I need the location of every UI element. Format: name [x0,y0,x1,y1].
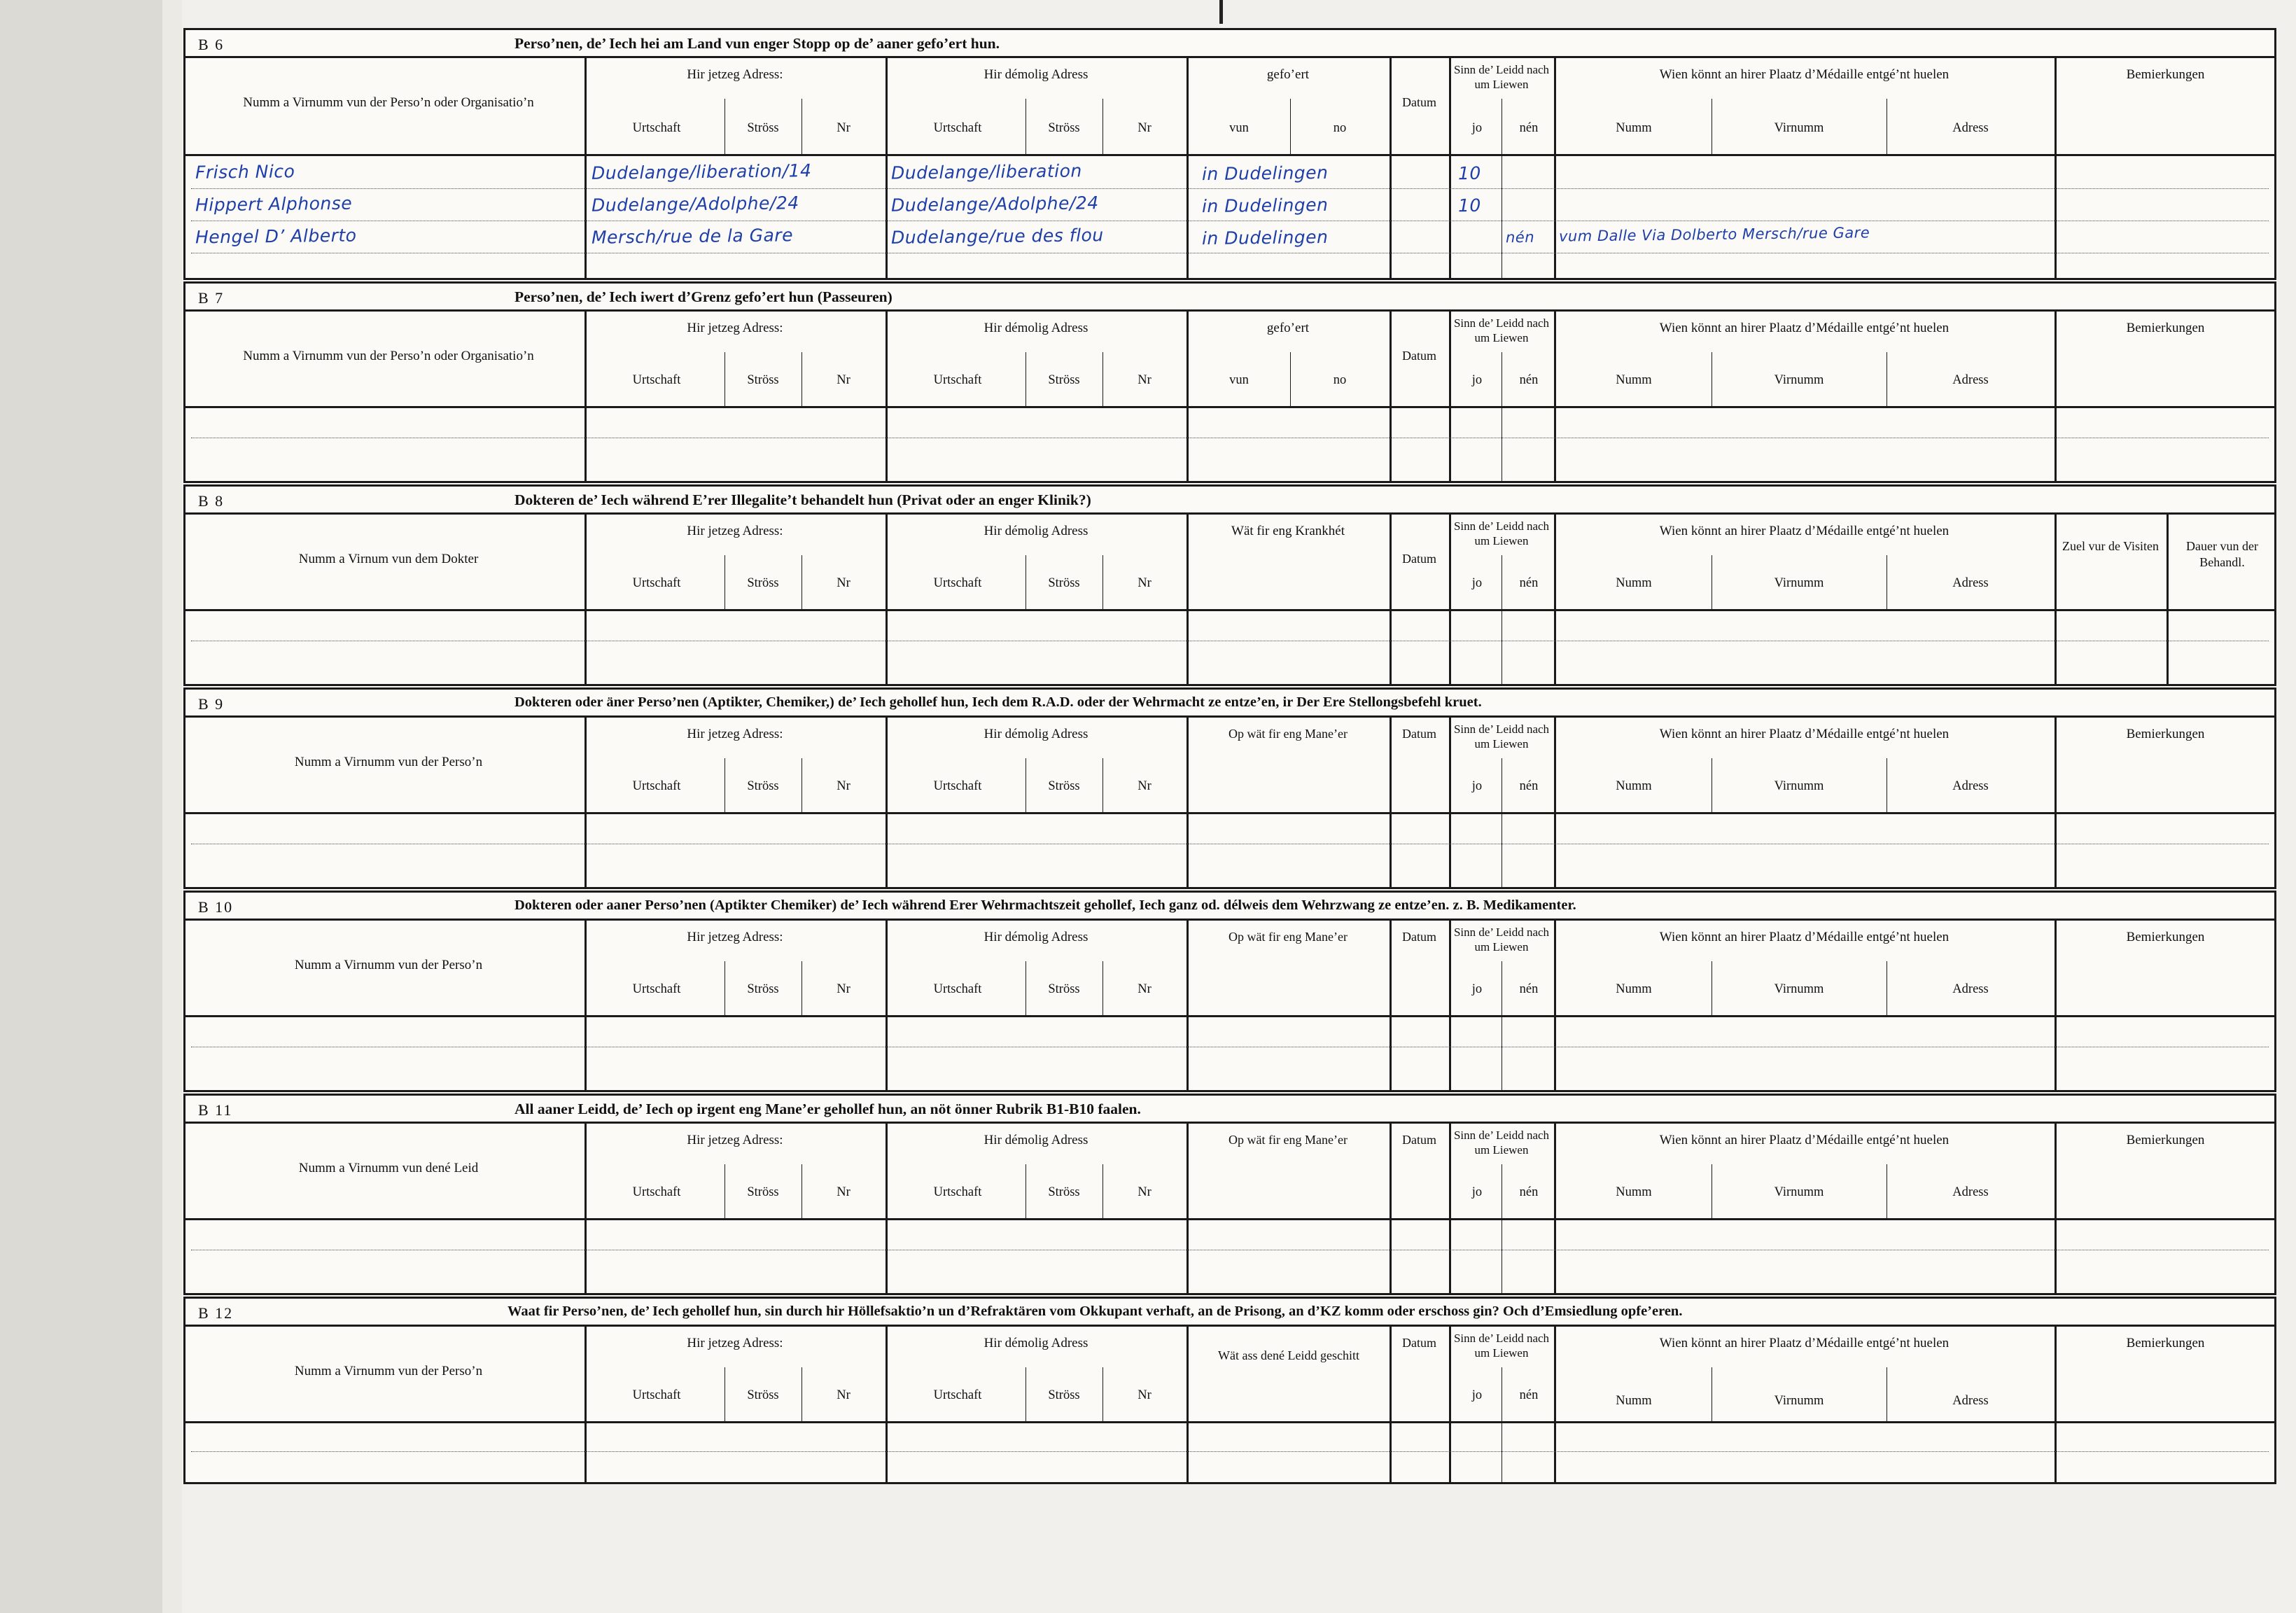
b6-sub-jo: jo [1471,121,1483,135]
b12-sub-numm: Numm [1616,1394,1652,1408]
b6-col6-label: Sinn de’ Leidd nach um Liewen [1453,63,1550,92]
b9-col7-label: Wien könnt an hirer Plaatz d’Médaille entgé’nt huelen [1659,727,1949,741]
b8-sub-urtschaft-1: Urtschaft [632,576,681,590]
b6-row1-name: Frisch Nico [195,161,295,183]
form-sheet [183,28,2276,1484]
b10-col6-label: Sinn de’ Leidd nach um Liewen [1453,926,1550,954]
b11-sub-urtschaft-1: Urtschaft [632,1185,681,1199]
b6-sub-nr-2: Nr [1138,121,1152,135]
b10-col7-label: Wien könnt an hirer Plaatz d’Médaille entgé’nt huelen [1659,930,1949,944]
b11-col6-label: Sinn de’ Leidd nach um Liewen [1453,1129,1550,1157]
b12-sub-nen: nén [1519,1388,1539,1402]
b6-col4-label: gefo’ert [1266,67,1310,82]
b8-col9-label: Dauer vun der Behandl. [2186,539,2258,569]
b10-sub-stross-2: Ströss [1048,982,1080,996]
b8-sub-nr-2: Nr [1138,576,1152,590]
section-b7-rows [186,408,2274,481]
b9-sub-nen: nén [1519,779,1539,793]
b7-col4-label: gefo’ert [1266,321,1310,335]
b12-sub-adress: Adress [1952,1394,1989,1408]
b9-sub-stross-2: Ströss [1048,779,1080,793]
b6-col7-label: Wien könnt an hirer Plaatz d’Médaille entgé’nt huelen [1659,67,1949,82]
section-b12 [183,1297,2276,1484]
section-b6-header [186,58,2274,156]
section-b12-titlebar [186,1299,2274,1327]
b8-col1-label: Numm a Virnum vun dem Dokter [298,552,479,566]
b9-sub-stross-1: Ströss [747,779,779,793]
b6-row3-transported: in Dudelingen [1201,226,1329,249]
b7-sub-adress: Adress [1952,373,1989,387]
section-b6-title: Perso’nen, de’ Iech hei am Land vun enger Stopp op de’ aaner gefo’ert hun. [514,35,1000,52]
b12-col6-label: Sinn de’ Leidd nach um Liewen [1453,1332,1550,1360]
section-b6-id: B 6 [198,36,225,53]
b6-sub-stross-1: Ströss [747,121,779,135]
b6-row2-former-address: Dudelange/Adolphe/24 [890,193,1099,216]
b6-col8-label: Bemierkungen [2126,67,2205,82]
b11-sub-virnumm: Virnumm [1774,1185,1824,1199]
b6-row1-current-address: Dudelange/liberation/14 [591,160,812,183]
b9-sub-nr-2: Nr [1138,779,1152,793]
section-b9-header [186,718,2274,814]
section-b12-rows [186,1423,2274,1482]
b6-row3-former-address: Dudelange/rue des flou [890,225,1104,248]
section-b11-title: All aaner Leidd, de’ Iech op irgent eng Mane’er gehollef hun, an nöt önner Rubrik B1-B10 faalen. [514,1101,1141,1117]
section-b8-header [186,515,2274,611]
b8-sub-stross-2: Ströss [1048,576,1080,590]
b8-col6-label: Sinn de’ Leidd nach um Liewen [1453,519,1550,548]
b6-row2-transported: in Dudelingen [1201,194,1329,217]
section-b10-header [186,921,2274,1017]
b10-col5-label: Datum [1402,930,1436,944]
b11-sub-urtschaft-2: Urtschaft [933,1185,982,1199]
b6-col2-label: Hir jetzeg Adress: [687,67,783,82]
b8-col4-label: Wät fir eng Krankhét [1231,524,1345,538]
b11-col1-label: Numm a Virnumm vun dené Leid [298,1161,479,1175]
b8-sub-stross-1: Ströss [747,576,779,590]
b9-sub-numm: Numm [1616,779,1652,793]
b12-col5-label: Datum [1402,1336,1436,1350]
b11-col5-label: Datum [1402,1133,1436,1147]
b12-sub-stross-2: Ströss [1048,1388,1080,1402]
b11-col4-label: Op wät fir eng Mane’er [1228,1133,1348,1147]
b8-sub-adress: Adress [1952,576,1989,590]
section-b11-id: B 11 [198,1101,233,1119]
b10-sub-nen: nén [1519,982,1539,996]
section-b12-header [186,1327,2274,1423]
b12-sub-urtschaft-1: Urtschaft [632,1388,681,1402]
b8-sub-nen: nén [1519,576,1539,590]
b11-col8-label: Bemierkungen [2126,1133,2205,1147]
b11-sub-stross-1: Ströss [747,1185,779,1199]
b10-col4-label: Op wät fir eng Mane’er [1228,930,1348,944]
section-b7-titlebar [186,284,2274,312]
b12-sub-nr-2: Nr [1138,1388,1152,1402]
b11-sub-nen: nén [1519,1185,1539,1199]
b12-col8-label: Bemierkungen [2126,1336,2205,1350]
b9-col3-label: Hir démolig Adress [983,727,1088,741]
b6-sub-no: no [1333,121,1347,135]
b7-sub-stross-1: Ströss [747,373,779,387]
b6-row1-date: 10 [1457,162,1481,184]
b7-sub-urtschaft-1: Urtschaft [632,373,681,387]
b6-sub-adress: Adress [1952,121,1989,135]
b6-sub-nr-1: Nr [836,121,850,135]
b11-sub-nr-2: Nr [1138,1185,1152,1199]
b9-col6-label: Sinn de’ Leidd nach um Liewen [1453,722,1550,751]
b11-col3-label: Hir démolig Adress [983,1133,1088,1147]
b9-sub-adress: Adress [1952,779,1989,793]
b7-col2-label: Hir jetzeg Adress: [687,321,783,335]
section-b8-titlebar [186,487,2274,515]
section-b10-titlebar [186,893,2274,921]
section-b7-title: Perso’nen, de’ Iech iwert d’Grenz gefo’ert hun (Passeuren) [514,288,892,305]
section-b10-title: Dokteren oder aaner Perso’nen (Aptikter Chemiker) de’ Iech während Erer Wehrmachtszeit gehollef, Iech ganz od. délweis dem Wehrzwang ze entze’en. z. B. Medikamenter. [514,898,1576,913]
section-b8-id: B 8 [198,492,225,510]
section-b9-rows [186,814,2274,887]
b10-sub-virnumm: Virnumm [1774,982,1824,996]
section-b6-rows [186,156,2274,278]
b8-col2-label: Hir jetzeg Adress: [687,524,783,538]
b6-sub-numm: Numm [1616,121,1652,135]
b10-col8-label: Bemierkungen [2126,930,2205,944]
b6-row2-date: 10 [1457,195,1481,216]
b9-sub-jo: jo [1471,779,1483,793]
registration-mark [1219,0,1223,24]
b12-col3-label: Hir démolig Adress [983,1336,1088,1350]
b8-sub-urtschaft-2: Urtschaft [933,576,982,590]
section-b12-id: B 12 [198,1304,234,1322]
section-b7-header [186,312,2274,408]
b6-sub-nen: nén [1519,121,1539,135]
b6-row1-transported: in Dudelingen [1201,162,1329,185]
scan-left-gutter [0,0,164,1613]
section-b10 [183,891,2276,1092]
b12-col1-label: Numm a Virnumm vun der Perso’n [294,1364,483,1378]
b10-col3-label: Hir démolig Adress [983,930,1088,944]
b9-col4-label: Op wät fir eng Mane’er [1228,727,1348,741]
b7-sub-nen: nén [1519,373,1539,387]
b6-row2-current-address: Dudelange/Adolphe/24 [591,193,799,216]
b7-col7-label: Wien könnt an hirer Plaatz d’Médaille entgé’nt huelen [1659,321,1949,335]
b7-col3-label: Hir démolig Adress [983,321,1088,335]
b8-col5-label: Datum [1402,552,1436,566]
b12-sub-stross-1: Ströss [747,1388,779,1402]
section-b11-header [186,1124,2274,1220]
b9-sub-urtschaft-2: Urtschaft [933,779,982,793]
b11-sub-stross-2: Ströss [1048,1185,1080,1199]
section-b8-title: Dokteren de’ Iech während E’rer Illegalite’t behandelt hun (Privat oder an enger Klinik?) [514,491,1091,508]
b6-row2-name: Hippert Alphonse [195,193,353,216]
b7-sub-virnumm: Virnumm [1774,373,1824,387]
b7-sub-no: no [1333,373,1347,387]
b8-sub-jo: jo [1471,576,1483,590]
b6-sub-urtschaft-1: Urtschaft [632,121,681,135]
b8-col8-label: Zuel vur de Visiten [2062,539,2160,553]
b6-row3-current-address: Mersch/rue de la Gare [591,225,794,248]
b8-col7-label: Wien könnt an hirer Plaatz d’Médaille entgé’nt huelen [1659,524,1949,538]
b6-sub-urtschaft-2: Urtschaft [933,121,982,135]
b6-row1-former-address: Dudelange/liberation [890,160,1082,183]
section-b11 [183,1094,2276,1295]
b6-row3-name: Hengel D’ Alberto [195,225,357,248]
b10-sub-numm: Numm [1616,982,1652,996]
b7-col6-label: Sinn de’ Leidd nach um Liewen [1453,316,1550,345]
b7-sub-nr-2: Nr [1138,373,1152,387]
b12-sub-nr-1: Nr [836,1388,850,1402]
section-b6 [183,28,2276,280]
b8-col3-label: Hir démolig Adress [983,524,1088,538]
b11-col7-label: Wien könnt an hirer Plaatz d’Médaille entgé’nt huelen [1659,1133,1949,1147]
b7-sub-urtschaft-2: Urtschaft [933,373,982,387]
b9-col1-label: Numm a Virnumm vun der Perso’n [294,755,483,769]
section-b10-id: B 10 [198,898,234,916]
section-b11-rows [186,1220,2274,1293]
b11-sub-numm: Numm [1616,1185,1652,1199]
b7-sub-numm: Numm [1616,373,1652,387]
b11-sub-nr-1: Nr [836,1185,850,1199]
b12-col2-label: Hir jetzeg Adress: [687,1336,783,1350]
b10-col1-label: Numm a Virnumm vun der Perso’n [294,958,483,972]
b11-sub-adress: Adress [1952,1185,1989,1199]
b7-sub-nr-1: Nr [836,373,850,387]
b8-sub-nr-1: Nr [836,576,850,590]
b9-sub-virnumm: Virnumm [1774,779,1824,793]
b7-col8-label: Bemierkungen [2126,321,2205,335]
section-b6-titlebar [186,30,2274,58]
b9-sub-nr-1: Nr [836,779,850,793]
b7-sub-jo: jo [1471,373,1483,387]
section-b9-title: Dokteren oder äner Perso’nen (Aptikter, Chemiker,) de’ Iech gehollef hun, Iech dem R.A.D. oder der Wehrmacht ze entze’en, ir Der Ere Stellongsbefehl kruet. [514,694,1482,710]
b6-sub-vun: vun [1229,121,1249,135]
b11-col2-label: Hir jetzeg Adress: [687,1133,783,1147]
section-b7 [183,281,2276,483]
b10-sub-nr-2: Nr [1138,982,1152,996]
b8-sub-virnumm: Virnumm [1774,576,1824,590]
b6-sub-virnumm: Virnumm [1774,121,1824,135]
b7-sub-stross-2: Ströss [1048,373,1080,387]
b6-sub-stross-2: Ströss [1048,121,1080,135]
b10-sub-adress: Adress [1952,982,1989,996]
b12-col4-label: Wät ass dené Leidd geschitt [1218,1348,1359,1362]
section-b10-rows [186,1017,2274,1090]
section-b9-id: B 9 [198,695,225,713]
section-b9-titlebar [186,690,2274,718]
b6-row3-alive: nén [1505,228,1535,246]
section-b9 [183,687,2276,889]
b6-col5-label: Datum [1402,95,1436,109]
b7-sub-vun: vun [1229,373,1249,387]
section-b11-titlebar [186,1096,2274,1124]
b9-sub-urtschaft-1: Urtschaft [632,779,681,793]
b10-sub-urtschaft-1: Urtschaft [632,982,681,996]
b10-col2-label: Hir jetzeg Adress: [687,930,783,944]
b11-sub-jo: jo [1471,1185,1483,1199]
b8-sub-numm: Numm [1616,576,1652,590]
b12-sub-virnumm: Virnumm [1774,1394,1824,1408]
section-b12-title: Waat fir Perso’nen, de’ Iech gehollef hun, sin durch hir Höllefsaktio’n un d’Refraktären vom Okkupant verhaft, an de Prisong, an d’KZ komm oder erschoss gin? Och d’Emsiedlung opfe’eren. [507,1304,1683,1319]
scan-left-gutter-inner [162,0,182,1613]
b12-sub-jo: jo [1471,1388,1483,1402]
b9-col2-label: Hir jetzeg Adress: [687,727,783,741]
section-b7-id: B 7 [198,289,225,307]
b10-sub-urtschaft-2: Urtschaft [933,982,982,996]
b10-sub-nr-1: Nr [836,982,850,996]
b6-row3-medal-recipient: vum Dalle Via Dolberto Mersch/rue Gare [1558,224,1870,245]
b12-sub-urtschaft-2: Urtschaft [933,1388,982,1402]
b9-col8-label: Bemierkungen [2126,727,2205,741]
b7-col1-label: Numm a Virnumm vun der Perso’n oder Organisatio’n [243,349,534,363]
b7-col5-label: Datum [1402,349,1436,363]
b10-sub-stross-1: Ströss [747,982,779,996]
b10-sub-jo: jo [1471,982,1483,996]
b6-col3-label: Hir démolig Adress [983,67,1088,82]
b6-col1-label: Numm a Virnumm vun der Perso’n oder Organisatio’n [243,95,534,110]
b12-col7-label: Wien könnt an hirer Plaatz d’Médaille entgé’nt huelen [1659,1336,1949,1350]
section-b8-rows [186,611,2274,684]
b9-col5-label: Datum [1402,727,1436,741]
section-b8 [183,484,2276,686]
